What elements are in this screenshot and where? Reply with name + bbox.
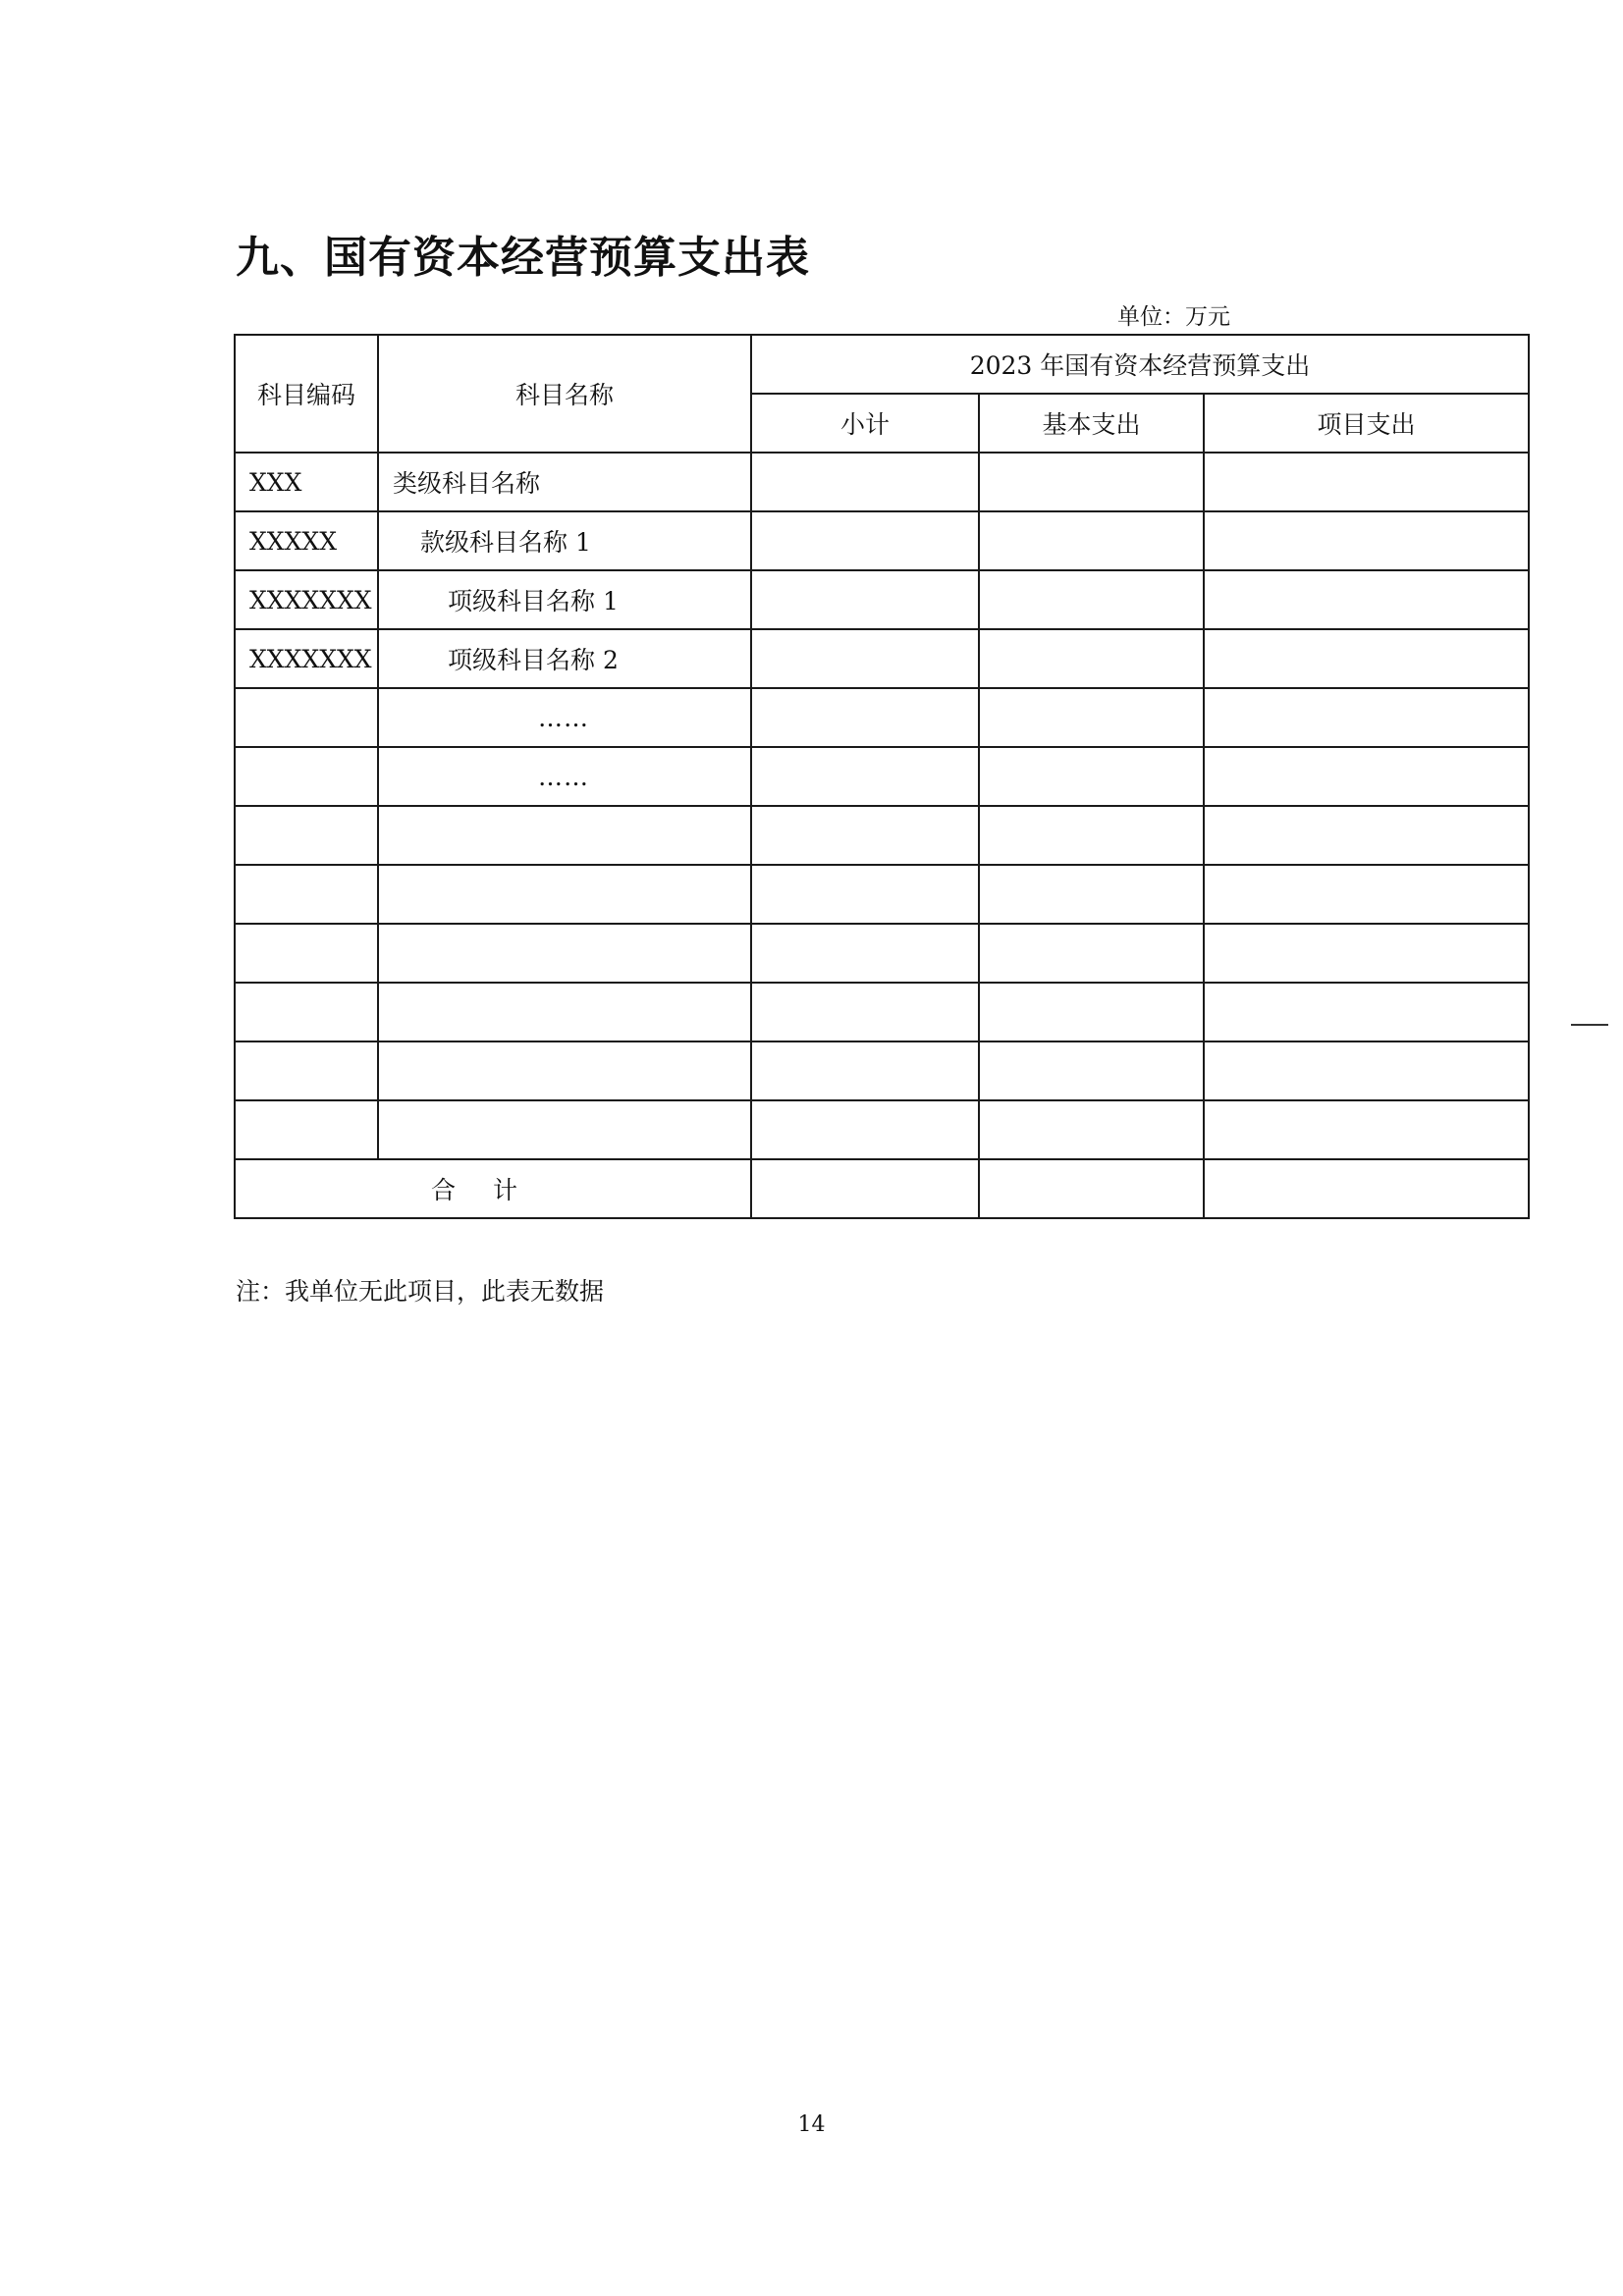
row-subtotal (751, 806, 979, 865)
total-basic (979, 1159, 1204, 1218)
total-label: 合计 (235, 1159, 751, 1218)
row-subtotal (751, 865, 979, 924)
row-code: XXXXXXX (235, 629, 378, 688)
row-project (1204, 570, 1529, 629)
row-project (1204, 688, 1529, 747)
table-row (235, 983, 1529, 1041)
row-project (1204, 629, 1529, 688)
row-code (235, 1041, 378, 1100)
row-project (1204, 1100, 1529, 1159)
row-basic (979, 983, 1204, 1041)
table-note: 注：我单位无此项目，此表无数据 (236, 1277, 605, 1306)
header-project: 项目支出 (1204, 394, 1529, 453)
row-code (235, 806, 378, 865)
page-title: 九、国有资本经营预算支出表 (236, 233, 810, 283)
row-name: 款级科目名称 1 (378, 511, 751, 570)
row-project (1204, 924, 1529, 983)
row-name (378, 1041, 751, 1100)
table-row (235, 806, 1529, 865)
row-code (235, 688, 378, 747)
header-group: 2023 年国有资本经营预算支出 (751, 335, 1529, 394)
row-basic (979, 865, 1204, 924)
header-basic: 基本支出 (979, 394, 1204, 453)
page-number: 14 (797, 2112, 826, 2137)
row-basic (979, 806, 1204, 865)
row-code (235, 1100, 378, 1159)
row-code: XXXXX (235, 511, 378, 570)
row-project (1204, 806, 1529, 865)
row-name: …… (378, 688, 751, 747)
row-basic (979, 453, 1204, 511)
row-basic (979, 511, 1204, 570)
row-basic (979, 747, 1204, 806)
table-row (235, 453, 1529, 511)
total-row (235, 1159, 1529, 1218)
row-basic (979, 688, 1204, 747)
row-project (1204, 453, 1529, 511)
table-row (235, 1100, 1529, 1159)
header-name: 科目名称 (378, 335, 751, 453)
row-subtotal (751, 1041, 979, 1100)
row-project (1204, 1041, 1529, 1100)
row-code: XXXXXXX (235, 570, 378, 629)
row-project (1204, 747, 1529, 806)
header-subtotal: 小计 (751, 394, 979, 453)
row-code (235, 747, 378, 806)
row-subtotal (751, 1100, 979, 1159)
row-code (235, 924, 378, 983)
row-code (235, 865, 378, 924)
table-row (235, 688, 1529, 747)
table-row (235, 511, 1529, 570)
table-row (235, 1041, 1529, 1100)
row-subtotal (751, 983, 979, 1041)
row-basic (979, 629, 1204, 688)
row-name: …… (378, 747, 751, 806)
row-subtotal (751, 511, 979, 570)
row-name (378, 865, 751, 924)
budget-table (234, 334, 1530, 1219)
row-name: 类级科目名称 (378, 453, 751, 511)
row-name (378, 924, 751, 983)
row-name (378, 806, 751, 865)
row-code: XXX (235, 453, 378, 511)
table-row (235, 570, 1529, 629)
row-project (1204, 511, 1529, 570)
row-basic (979, 1041, 1204, 1100)
table-row (235, 924, 1529, 983)
table-row (235, 747, 1529, 806)
row-basic (979, 1100, 1204, 1159)
table-row (235, 629, 1529, 688)
row-basic (979, 924, 1204, 983)
row-subtotal (751, 924, 979, 983)
row-name: 项级科目名称 1 (378, 570, 751, 629)
row-code (235, 983, 378, 1041)
table-header-row (235, 335, 1529, 394)
row-name (378, 1100, 751, 1159)
margin-mark (1571, 1024, 1608, 1026)
row-project (1204, 983, 1529, 1041)
header-code: 科目编码 (235, 335, 378, 453)
row-subtotal (751, 570, 979, 629)
total-project (1204, 1159, 1529, 1218)
table-row (235, 865, 1529, 924)
row-project (1204, 865, 1529, 924)
row-subtotal (751, 688, 979, 747)
row-basic (979, 570, 1204, 629)
row-subtotal (751, 629, 979, 688)
row-subtotal (751, 747, 979, 806)
row-name (378, 983, 751, 1041)
row-subtotal (751, 453, 979, 511)
row-name: 项级科目名称 2 (378, 629, 751, 688)
total-subtotal (751, 1159, 979, 1218)
unit-label: 单位：万元 (1117, 304, 1230, 330)
